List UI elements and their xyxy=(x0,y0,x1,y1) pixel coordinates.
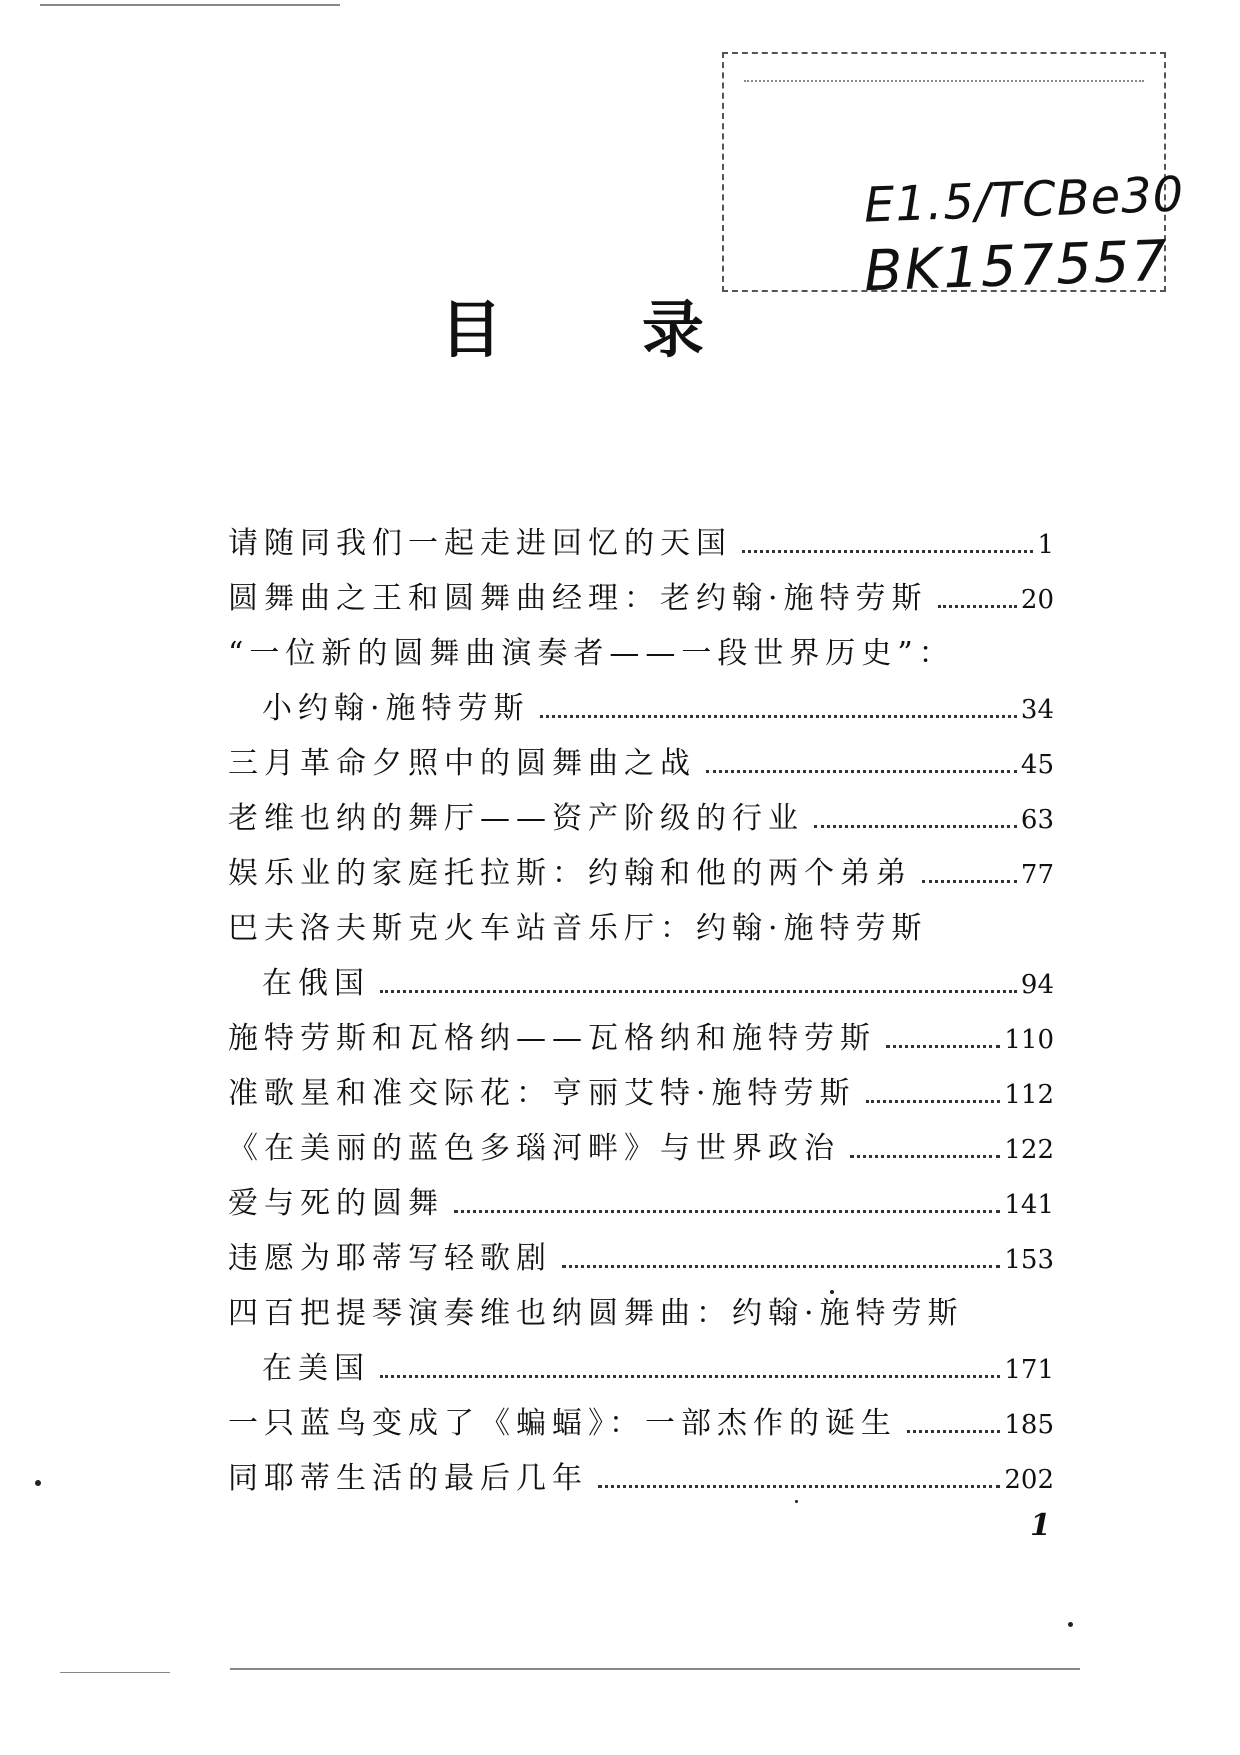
toc-entry-title: 施特劳斯和瓦格纳——瓦格纳和施特劳斯 xyxy=(228,1021,876,1056)
toc-entry-title: 四百把提琴演奏维也纳圆舞曲：约翰·施特劳斯 xyxy=(228,1296,964,1331)
stamp-accession-number: BK157557 xyxy=(862,228,1170,305)
toc-leader-dots xyxy=(454,1209,1000,1213)
toc-leader-dots xyxy=(850,1154,1000,1158)
toc-entry-page: 34 xyxy=(1020,695,1054,725)
toc-leader-dots xyxy=(562,1264,1000,1268)
toc-entry-title: 准歌星和准交际花：亨丽艾特·施特劳斯 xyxy=(228,1076,856,1111)
toc-entry-page: 112 xyxy=(1004,1080,1054,1110)
toc-entry xyxy=(262,1343,1054,1386)
toc-leader-dots xyxy=(938,604,1017,608)
toc-leader-dots xyxy=(814,824,1017,828)
toc-entry-page: 110 xyxy=(1004,1025,1054,1055)
toc-entry-page: 141 xyxy=(1004,1190,1054,1220)
toc-leader-dots xyxy=(380,1374,1000,1378)
toc-entry xyxy=(228,518,1054,561)
toc-entry xyxy=(228,573,1054,616)
toc-entry-title: 巴夫洛夫斯克火车站音乐厅：约翰·施特劳斯 xyxy=(228,911,928,946)
toc-entry xyxy=(228,1288,1054,1331)
toc-entry xyxy=(228,848,1054,891)
toc-entry-title: 一只蓝鸟变成了《蝙蝠》：一部杰作的诞生 xyxy=(228,1406,897,1441)
toc-entry-page: 20 xyxy=(1020,585,1054,615)
toc-entry-title: 同耶蒂生活的最后几年 xyxy=(228,1461,588,1496)
toc-leader-dots xyxy=(907,1429,1000,1433)
toc-entry-page: 63 xyxy=(1020,805,1054,835)
toc-entry xyxy=(228,1123,1054,1166)
toc-entry-title: 违愿为耶蒂写轻歌剧 xyxy=(228,1241,552,1276)
toc-leader-dots xyxy=(598,1484,1000,1488)
toc-entry xyxy=(228,1178,1054,1221)
toc-leader-dots xyxy=(866,1099,1001,1103)
toc-entry xyxy=(228,1068,1054,1111)
title-char-1: 目 xyxy=(440,293,503,366)
toc-leader-dots xyxy=(540,714,1017,718)
toc-entry-page: 153 xyxy=(1004,1245,1054,1275)
toc-entry xyxy=(228,628,1054,671)
toc-leader-dots xyxy=(886,1044,1000,1048)
toc-leader-dots xyxy=(742,549,1033,553)
toc-entry xyxy=(228,903,1054,946)
toc-entry xyxy=(228,793,1054,836)
page-number: 1 xyxy=(1030,1508,1051,1543)
toc-entry-title: 爱与死的圆舞 xyxy=(228,1186,444,1221)
toc-entry-title: 在美国 xyxy=(262,1351,370,1386)
toc-entry-title: “一位新的圆舞曲演奏者——一段世界历史”： xyxy=(228,636,955,671)
title-char-2: 录 xyxy=(642,293,705,366)
toc-leader-dots xyxy=(706,769,1017,773)
toc-entry xyxy=(262,683,1054,726)
toc-entry-page: 171 xyxy=(1004,1355,1054,1385)
toc-entry xyxy=(228,1453,1054,1496)
toc-entry-title: 三月革命夕照中的圆舞曲之战 xyxy=(228,746,696,781)
toc-entry-title: 《在美丽的蓝色多瑙河畔》与世界政治 xyxy=(228,1131,840,1166)
toc-entry-page: 45 xyxy=(1020,750,1054,780)
toc-entry-title: 请随同我们一起走进回忆的天国 xyxy=(228,526,732,561)
toc-entry-page: 77 xyxy=(1020,860,1054,890)
toc-entry-title: 老维也纳的舞厅——资产阶级的行业 xyxy=(228,801,804,836)
toc-entry xyxy=(228,1398,1054,1441)
toc-entry-title: 小约翰·施特劳斯 xyxy=(262,691,530,726)
toc-entry xyxy=(262,958,1054,1001)
toc-entry-title: 在俄国 xyxy=(262,966,370,1001)
toc-entry xyxy=(228,738,1054,781)
toc-entry-page: 122 xyxy=(1004,1135,1054,1165)
stamp-call-number: E1.5/TCBe30 xyxy=(863,166,1186,234)
toc-entry xyxy=(228,1233,1054,1276)
toc-entry-title: 娱乐业的家庭托拉斯：约翰和他的两个弟弟 xyxy=(228,856,912,891)
toc-leader-dots xyxy=(922,879,1017,883)
toc-entry-page: 94 xyxy=(1020,970,1054,1000)
toc-entry-page: 185 xyxy=(1004,1410,1054,1440)
toc-entry-title: 圆舞曲之王和圆舞曲经理：老约翰·施特劳斯 xyxy=(228,581,928,616)
toc-entry-page: 1 xyxy=(1037,530,1054,560)
toc-entry-page: 202 xyxy=(1004,1465,1054,1495)
toc-entry xyxy=(228,1013,1054,1056)
toc-leader-dots xyxy=(380,989,1017,993)
